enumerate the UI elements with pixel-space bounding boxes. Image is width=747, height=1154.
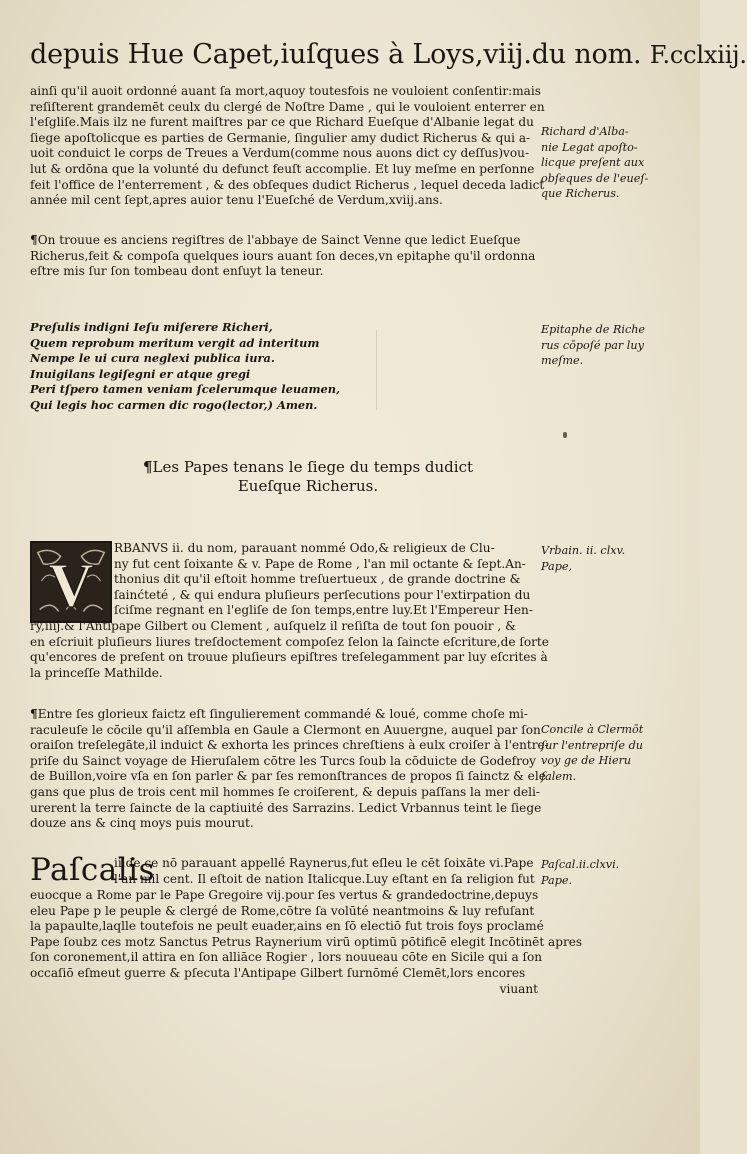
text-line: gans que plus de trois cent mil hommes ſe croiſerent, & depuis paſſans la mer deli- bbox=[30, 784, 540, 799]
note-line: obſeques de l'eueſ- bbox=[541, 171, 649, 185]
text-line-content: On trouue es anciens regiſtres de l'abbaye de Sainct Venne que ledict Eueſque bbox=[37, 233, 521, 247]
note-line: ſur l'entrepriſe du bbox=[541, 738, 643, 752]
marginal-note-urbain bbox=[541, 543, 691, 574]
note-line: ſalem. bbox=[541, 769, 577, 783]
verse-line: Qui legis hoc carmen dic rogo(lector,) Amen. bbox=[30, 397, 318, 412]
text-line: occaſiō eſmeut guerre & pſecuta l'Antipape Gilbert ſurnōmé Clemēt,lors encores bbox=[30, 965, 526, 980]
worm-hole bbox=[563, 432, 567, 438]
text-line: feit l'office de l'enterrement , & des obſeques dudict Richerus , lequel deceda ladict bbox=[30, 177, 545, 192]
text-line: l'an mil cent. Il eſtoit de nation Italicque.Luy eſtant en ſa religion fut bbox=[114, 871, 535, 886]
note-line: Pape, bbox=[541, 559, 573, 573]
note-line: rus cōpoſé par luy bbox=[541, 338, 644, 352]
text-line: la princeſſe Mathilde. bbox=[30, 665, 163, 680]
text-line: priſe du Sainct voyage de Hieruſalem cōtre les Turcs ſoub la cōduicte de Godefroy bbox=[30, 753, 537, 768]
text-line: eleu Pape p le peuple & clergé de Rome,cōtre ſa volūté neantmoins & luy refuſant bbox=[30, 903, 535, 918]
note-line: Pape. bbox=[541, 873, 573, 887]
text-line bbox=[30, 707, 538, 723]
text-line: ſon coronement,il attira en ſon alliāce Rogier , lors nouueau cōte en Sicile qui a ſon bbox=[30, 950, 543, 965]
verse-line: Peri tſpero tamen veniam ſcelerumque leuamen, bbox=[30, 382, 341, 396]
text-line: ii.de ce nō parauant appellé Raynerus,fut eſleu le cēt ſoixāte vi.Pape bbox=[114, 856, 534, 870]
initial-letter: V bbox=[48, 549, 94, 620]
note-line: Richard d'Alba- bbox=[541, 125, 629, 138]
paragraph-richerus-burial bbox=[30, 84, 545, 209]
page-crease bbox=[376, 330, 377, 410]
verse-line: Nempe le ui cura neglexi publica iura. bbox=[30, 351, 275, 365]
text-line: lut & ordōna que la volunté du defunct feuſt accomplie. Et luy meſme en perſonne bbox=[30, 161, 535, 176]
paragraph-urbanus-indented bbox=[114, 541, 538, 619]
section-heading bbox=[128, 458, 488, 496]
catchword-line: viuant bbox=[499, 981, 538, 996]
running-header bbox=[30, 38, 747, 72]
text-line: raculeuſe le cōcile qu'il aſſembla en Gaule a Clermont en Auuergne, auquel par ſon bbox=[30, 722, 541, 737]
text-line: ſciſme regnant en l'egliſe de ſon temps,entre luy.Et l'Empereur Hen- bbox=[114, 603, 533, 618]
heading-line-content: Les Papes tenans le ſiege du temps dudict bbox=[152, 458, 474, 476]
paragraph-clermont-council bbox=[30, 707, 549, 832]
text-line: en eſcriuit pluſieurs liures treſdoctement compoſez ſelon la ſaincte eſcriture,de ſorte bbox=[30, 634, 549, 649]
marginal-note-richard bbox=[541, 124, 691, 202]
text-line bbox=[30, 233, 538, 249]
text-line: RBANVS ii. du nom, parauant nommé Odo,& religieux de Clu- bbox=[114, 541, 495, 555]
pilcrow-mark: ¶ bbox=[30, 233, 38, 247]
text-line: Pape ſoubz ces motz Sanctus Petrus Raynerium virū optimū pōtificē elegit Incōtinēt apres bbox=[30, 934, 583, 949]
text-line: de Buillon,voire vſa en ſon parler & par ſes remonſtrances de propos ſi ſainctz & ele bbox=[30, 769, 546, 784]
text-line: euocque a Rome par le Pape Gregoire vij.pour ſes vertus & grandedoctrine,depuys bbox=[30, 888, 539, 902]
running-title: depuis Hue Capet,iuſques à Loys,viij.du nom. bbox=[30, 39, 642, 70]
marginal-note-epitaph bbox=[541, 322, 691, 369]
text-line: année mil cent ſept,apres auior tenu l'Eueſché de Verdum,xviij.ans. bbox=[30, 193, 443, 208]
note-line: voy ge de Hieru bbox=[541, 754, 632, 768]
heading-line bbox=[128, 458, 488, 477]
text-line: ny fut cent ſoixante & v. Pape de Rome , l'an mil octante & ſept.An- bbox=[114, 556, 526, 571]
note-line: que Richerus. bbox=[541, 187, 620, 201]
heading-line: Eueſque Richerus. bbox=[237, 477, 379, 495]
note-line: Vrbain. ii. clxv. bbox=[541, 544, 626, 557]
paragraph-epitaph-intro bbox=[30, 233, 538, 280]
text-line: ainſi qu'il auoit ordonné auant ſa mort,aquoy toutesfois ne vouloient conſentir:mais bbox=[30, 84, 541, 98]
epitaph-verse bbox=[30, 320, 360, 413]
text-line: uoit conduict le corps de Treues a Verdum(comme nous auons dict cy deſſus)vou- bbox=[30, 146, 530, 161]
decorated-initial bbox=[30, 541, 112, 623]
note-line: Paſcal.ii.clxvi. bbox=[541, 858, 620, 871]
paragraph-urbanus bbox=[30, 619, 549, 681]
text-line: ſainćteté , & qui endura pluſieurs perſecutions pour l'extirpation du bbox=[114, 587, 531, 602]
verse-line: Preſulis indigni Ieſu miſerere Richeri, bbox=[30, 320, 273, 334]
text-line: thonius dit qu'il eſtoit homme treſuertueux , de grande doctrine & bbox=[114, 572, 521, 587]
note-line: licque preſent aux bbox=[541, 156, 645, 170]
text-line: Richerus,feit & compoſa quelques iours auant ſon deces,vn epitaphe qu'il ordonna bbox=[30, 248, 536, 263]
text-line: douze ans & cinq moys puis mourut. bbox=[30, 816, 254, 831]
paschalis-initial-word: Paſcalis bbox=[30, 852, 156, 888]
text-line: l'eſgliſe.Mais ilz ne furent maiſtres par ce que Richard Eueſque d'Albanie legat du bbox=[30, 115, 534, 130]
marginal-note-clermont bbox=[541, 722, 691, 784]
text-line: qu'encores de preſent on trouue pluſieurs epiſtres treſelegamment par luy eſcrites à bbox=[30, 650, 548, 665]
initial-ornament bbox=[32, 543, 110, 621]
pilcrow-mark: ¶ bbox=[142, 458, 153, 476]
paragraph-paschalis-indented bbox=[114, 856, 538, 887]
verse-line: Quem reprobum meritum vergit ad interitum bbox=[30, 335, 320, 350]
text-line: reſiſterent grandemēt ceulx du clergé de Noſtre Dame , qui le vouloient enterrer en bbox=[30, 99, 545, 114]
verse-line: Inuigilans legiſegni er atque gregi bbox=[30, 366, 251, 381]
text-line: ry,iiij.& l'Antipape Gilbert ou Clement , auſquelz il reſiſta de tout ſon pouoir , & bbox=[30, 619, 516, 633]
folio-number: F.cclxiij. bbox=[649, 41, 747, 69]
text-line: eſtre mis ſur ſon tombeau dont enſuyt la teneur. bbox=[30, 264, 324, 279]
paragraph-paschalis bbox=[30, 888, 583, 997]
pilcrow-mark: ¶ bbox=[30, 707, 38, 721]
text-line-content: Entre ſes glorieux faictz eſt ſingulierement commandé & loué, comme choſe mi- bbox=[37, 707, 529, 721]
text-line: la papaulte,laqlle toutefois ne peult euader,ains en ſō electiō fut trois foys proclamé bbox=[30, 919, 544, 934]
text-line: ſiege apoſtolicque es parties de Germanie, ſingulier amy dudict Richerus & qui a- bbox=[30, 130, 531, 145]
marginal-note-pascal bbox=[541, 857, 691, 888]
note-line: meſme. bbox=[541, 354, 584, 368]
text-line: oraiſon treſelegāte,il induict & exhorta les princes chreſtiens à eulx croiſer à l'entre- bbox=[30, 738, 549, 753]
note-line: nie Legat apoſto- bbox=[541, 140, 638, 154]
text-line: urerent la terre ſaincte de la captiuité des Sarrazins. Ledict Vrbannus teint le ſiege bbox=[30, 800, 542, 815]
note-line: Epitaphe de Riche bbox=[541, 323, 646, 336]
note-line: Concile à Clermōt bbox=[541, 723, 644, 736]
